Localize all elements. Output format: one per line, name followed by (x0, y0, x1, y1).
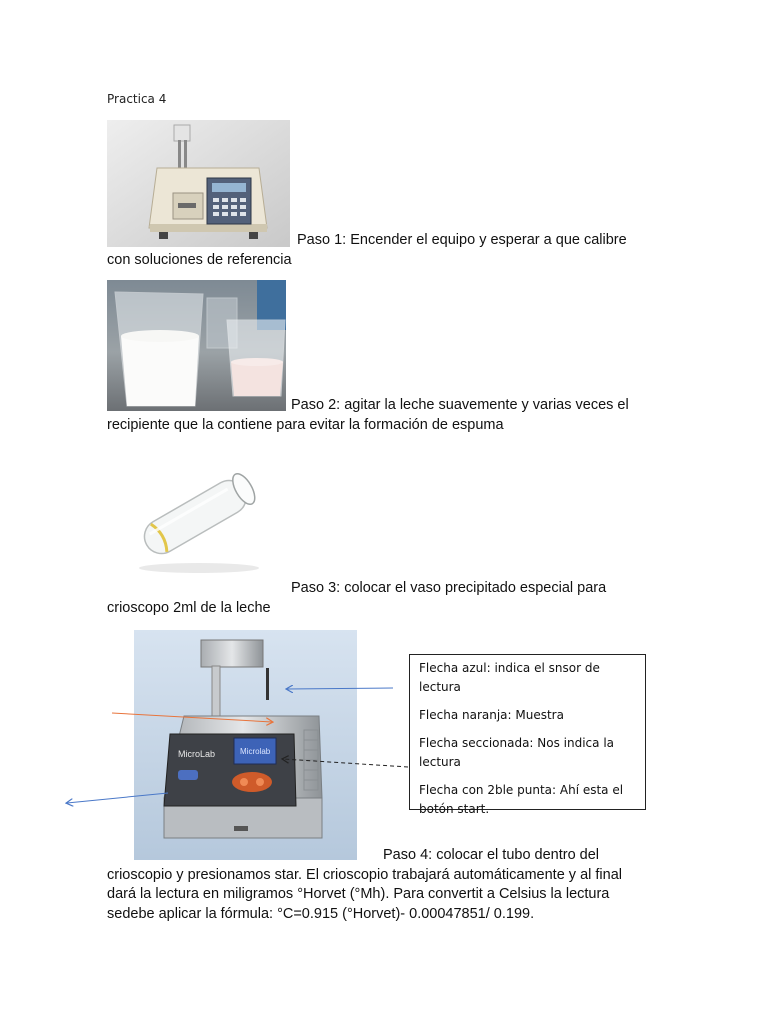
step-1-label: Paso 1: (297, 232, 347, 248)
step-3-text: Paso 3: colocar el vaso precipitado especial para crioscopo 2ml de la leche (107, 580, 607, 616)
orange-arrow-sample (112, 713, 272, 722)
arrow-legend-box (409, 654, 646, 816)
document-title: Practica 4 (107, 92, 167, 106)
step-3-label: Paso 3: (291, 580, 341, 596)
svg-text:Microlab: Microlab (240, 747, 271, 756)
legend-item: Flecha naranja: Muestra (419, 708, 564, 722)
step-1-text: Paso 1: Encender el equipo y esperar a que calibre con soluciones de referencia (107, 232, 627, 268)
legend-item: Flecha con 2ble punta: Ahí esta el botón start. (419, 783, 624, 816)
step-4-text: Paso 4: colocar el tubo dentro del crioscopio y presionamos star. El crioscopio trabajará automáticamente y al final dará la lectura en miligramos °Horvet (°Mh). Para convertit a Celsius la lectura sedebe aplicar la fórmula: °C=0.915 (°Horvet)- 0.00047851/ 0.199. (107, 847, 622, 922)
step-2-text: Paso 2: agitar la leche suavemente y varias veces el recipiente que la contiene para evitar la formación de espuma (107, 397, 629, 433)
blue-arrow-sensor (287, 688, 393, 689)
blue-arrow-start-button (67, 793, 168, 803)
legend-item: Flecha seccionada: Nos indica la lectura (419, 736, 615, 769)
step-2-label: Paso 2: (291, 397, 341, 413)
device-brand-label: MicroLab (178, 749, 216, 759)
step-4-label: Paso 4: (383, 847, 433, 863)
legend-item: Flecha azul: indica el snsor de lectura (419, 661, 600, 694)
dashed-arrow-reading (283, 759, 408, 767)
